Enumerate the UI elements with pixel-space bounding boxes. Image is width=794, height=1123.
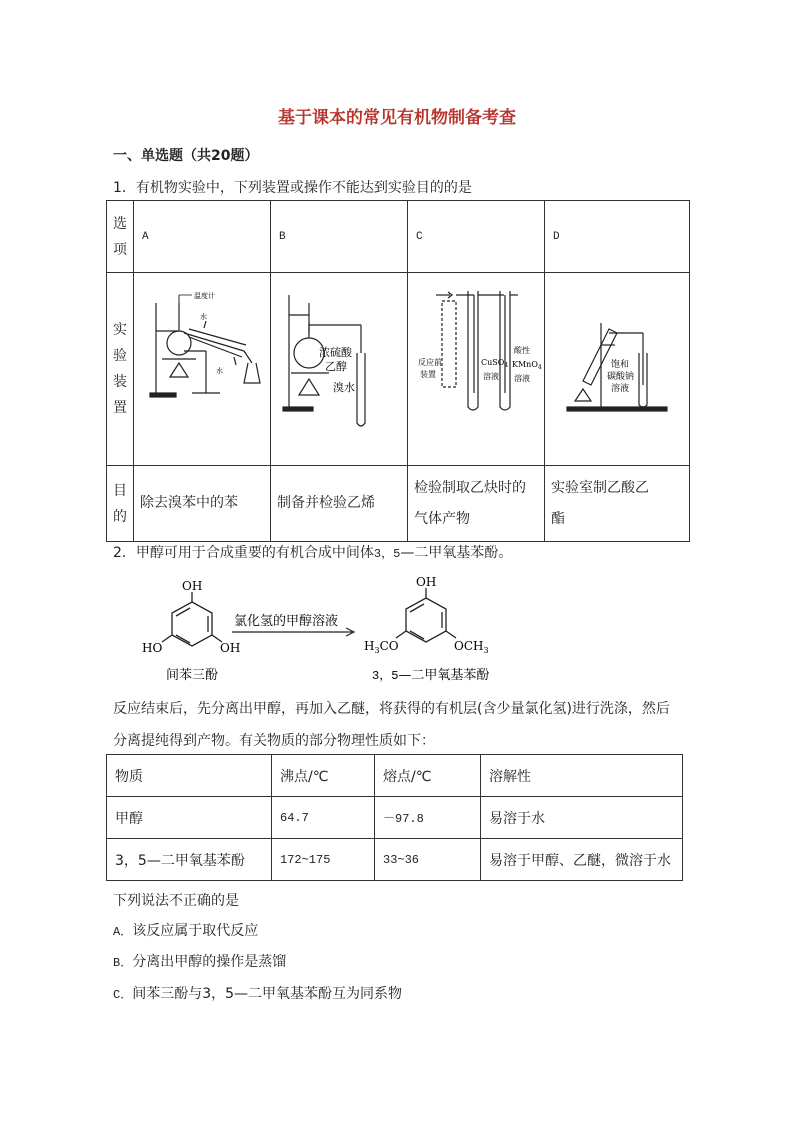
option-c: C bbox=[408, 201, 545, 273]
label-thermometer: 温度计 bbox=[194, 292, 215, 300]
ethylene-apparatus-drawing bbox=[271, 273, 407, 461]
option-d: D bbox=[545, 201, 690, 273]
distillation-apparatus-drawing bbox=[134, 273, 270, 461]
product-ring bbox=[396, 588, 456, 642]
properties-table bbox=[106, 754, 683, 881]
label-kmno4-solution: 溶液 bbox=[514, 374, 530, 383]
label-water-bottom: 水 bbox=[216, 367, 223, 375]
label-solution: 溶液 bbox=[611, 384, 630, 394]
page-title: 基于课本的常见有机物制备考查 bbox=[278, 108, 516, 128]
label-water-top: 水 bbox=[200, 313, 207, 321]
row-label-option: 选 项 bbox=[107, 201, 134, 273]
header-melting-point: 熔点/℃ bbox=[375, 755, 481, 797]
apparatus-table bbox=[106, 200, 690, 542]
label-sodium-carbonate: 碳酸钠 bbox=[607, 372, 635, 382]
purpose-b: 制备并检验乙烯 bbox=[271, 466, 408, 542]
question-2-para-1: 反应结束后，先分离出甲醇，再加入乙醚，将获得的有机层(含少量氯化氢)进行洗涤，然后 bbox=[113, 701, 670, 717]
table-row: 甲醇 64.7 －97.8 易溶于水 bbox=[107, 797, 683, 839]
row-label-purpose: 目 的 bbox=[107, 466, 134, 542]
product-name: 3，5—二甲氧基苯酚 bbox=[372, 668, 490, 683]
label-generator-2: 装置 bbox=[420, 370, 436, 379]
acetylene-apparatus-drawing bbox=[408, 273, 544, 461]
purpose-d: 实验室制乙酸乙 酯 bbox=[545, 466, 690, 542]
label-generator-1: 反应前 bbox=[418, 358, 442, 367]
option-a: A bbox=[134, 201, 271, 273]
label-conc-sulfuric: 浓硫酸 bbox=[319, 346, 352, 359]
purpose-a: 除去溴苯中的苯 bbox=[134, 466, 271, 542]
purpose-c: 检验制取乙炔时的 气体产物 bbox=[408, 466, 545, 542]
header-solubility: 溶解性 bbox=[481, 755, 683, 797]
choice-c: C．间苯三酚与3，5—二甲氧基苯酚互为同系物 bbox=[113, 986, 403, 1002]
question-2-prompt: 下列说法不正确的是 bbox=[113, 893, 239, 909]
header-substance: 物质 bbox=[107, 755, 272, 797]
choice-a: A．该反应属于取代反应 bbox=[113, 923, 259, 939]
table-row: 3，5—二甲氧基苯酚 172~175 33~36 易溶于甲醇、乙醚，微溶于水 bbox=[107, 839, 683, 881]
product-h3co: $H_3CO$ bbox=[364, 639, 399, 655]
label-cuso4: CuSO$_4$ bbox=[481, 358, 509, 369]
reactant-ring bbox=[162, 592, 222, 646]
apparatus-b-cell bbox=[271, 273, 408, 466]
reaction-scheme bbox=[120, 572, 540, 688]
reactant-ho-left: HO bbox=[142, 641, 163, 655]
label-kmno4: KMnO$_4$ bbox=[512, 360, 542, 371]
reactant-name: 间苯三酚 bbox=[166, 668, 219, 683]
ethyl-acetate-apparatus-drawing bbox=[545, 273, 689, 461]
label-cuso4-solution: 溶液 bbox=[483, 372, 499, 381]
choice-b: B．分离出甲醇的操作是蒸馏 bbox=[113, 954, 287, 970]
apparatus-c-cell bbox=[408, 273, 545, 466]
question-1-stem: 1．有机物实验中，下列装置或操作不能达到实验目的的是 bbox=[113, 180, 472, 196]
label-saturated: 饱和 bbox=[611, 360, 630, 370]
product-oh-top: OH bbox=[416, 575, 437, 589]
reactant-oh-right: OH bbox=[220, 641, 241, 655]
apparatus-d-cell bbox=[545, 273, 690, 466]
product-och3: $OCH_3$ bbox=[454, 639, 489, 655]
label-bromine-water: 溴水 bbox=[333, 381, 355, 394]
apparatus-a-cell bbox=[134, 273, 271, 466]
label-acidic: 酸性 bbox=[514, 346, 530, 355]
section-heading: 一、单选题（共20题） bbox=[113, 148, 259, 164]
reaction-condition: 氯化氢的甲醇溶液 bbox=[234, 614, 339, 629]
row-label-apparatus: 实 验 装 置 bbox=[107, 273, 134, 466]
header-boiling-point: 沸点/℃ bbox=[272, 755, 375, 797]
question-2-stem: 2．甲醇可用于合成重要的有机合成中间体3，5—二甲氧基苯酚。 bbox=[113, 545, 513, 561]
question-2-para-2: 分离提纯得到产物。有关物质的部分物理性质如下： bbox=[113, 733, 435, 749]
reactant-oh-top: OH bbox=[182, 579, 203, 593]
label-ethanol: 乙醇 bbox=[325, 360, 347, 373]
option-b: B bbox=[271, 201, 408, 273]
